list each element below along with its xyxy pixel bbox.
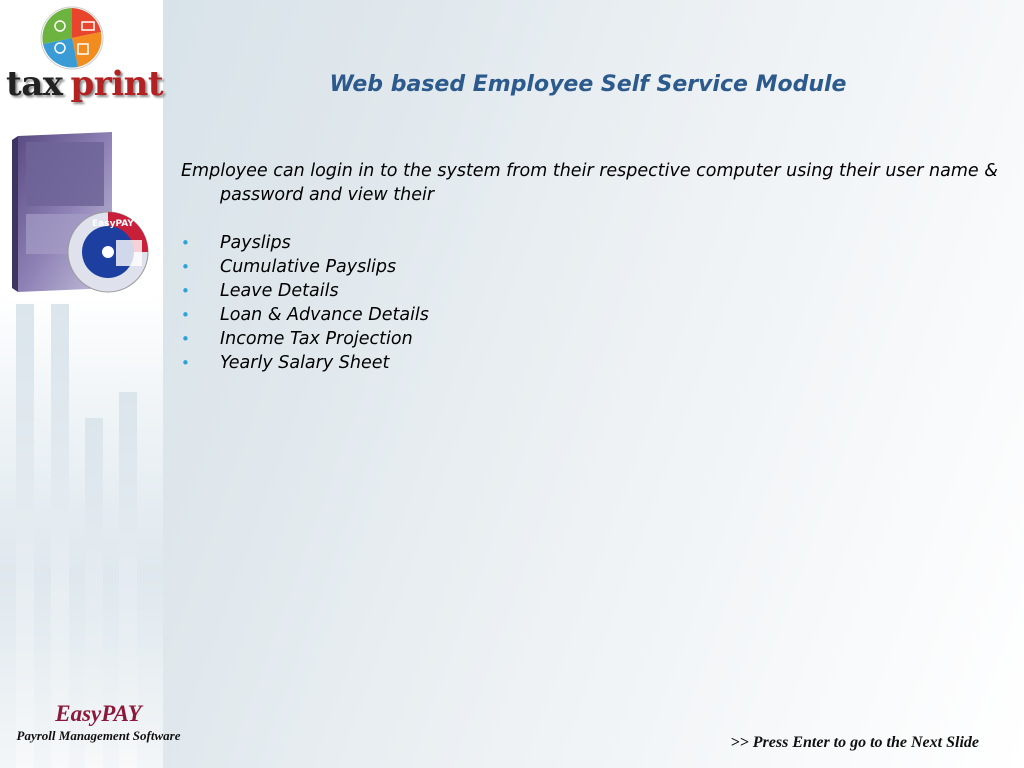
brand-name: EasyPAY: [55, 701, 142, 726]
logo-word-print: print: [70, 64, 164, 104]
list-item-label: Income Tax Projection: [220, 329, 413, 349]
slide-title: Web based Employee Self Service Module: [329, 72, 847, 97]
left-sidebar: [0, 0, 163, 768]
bullet-icon: •: [181, 258, 190, 276]
easypay-product-image: [4, 128, 154, 300]
bullet-icon: •: [181, 282, 190, 300]
box-brand-label: EasyPAY: [92, 219, 134, 229]
brand-tagline: Payroll Management Software: [16, 728, 181, 743]
logo-wordmark: [6, 64, 163, 104]
feature-list: [181, 231, 429, 375]
list-item-label: Loan & Advance Details: [220, 305, 429, 325]
logo-word-tax: tax: [6, 64, 63, 104]
list-item: [181, 231, 429, 255]
list-item: [181, 303, 429, 327]
list-item-label: Cumulative Payslips: [220, 257, 397, 277]
list-item: [181, 255, 429, 279]
easypay-software-box-icon: [4, 128, 154, 300]
easypay-brand-footer: [0, 700, 197, 744]
intro-paragraph: Employee can login in to the system from their respective computer using their user name & password and view their: [181, 161, 998, 205]
list-item-label: Payslips: [220, 233, 291, 253]
bullet-icon: •: [181, 306, 190, 324]
list-item: [181, 279, 429, 303]
list-item: [181, 351, 429, 375]
taxprint-logo: [2, 4, 164, 108]
next-slide-hint[interactable]: >> Press Enter to go to the Next Slide: [730, 734, 979, 751]
bullet-icon: •: [181, 330, 190, 348]
decor-bar-2: [51, 304, 69, 768]
decor-bar-1: [16, 304, 34, 768]
list-item-label: Leave Details: [220, 281, 339, 301]
bullet-icon: •: [181, 354, 190, 372]
list-item-label: Yearly Salary Sheet: [220, 353, 390, 373]
bullet-icon: •: [181, 234, 190, 252]
list-item: [181, 327, 429, 351]
